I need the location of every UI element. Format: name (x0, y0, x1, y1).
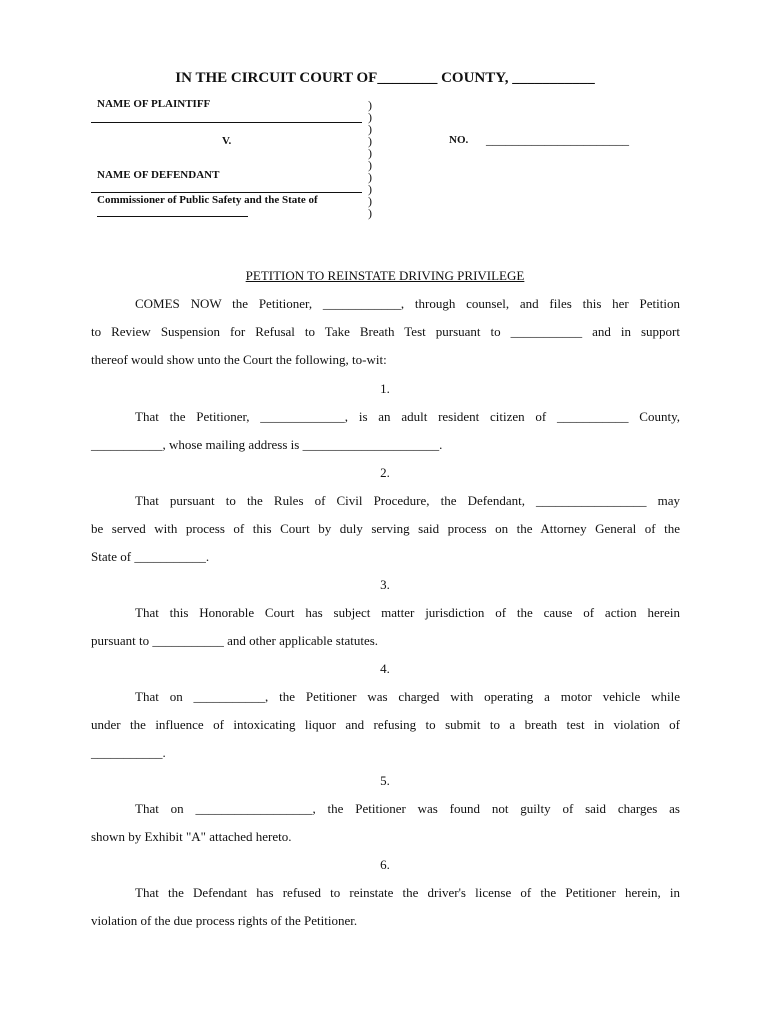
case-number-field: ______________________ (486, 132, 629, 147)
case-number-label: NO. (449, 134, 469, 146)
defendant-line (91, 192, 362, 193)
section-number: 6. (380, 857, 390, 872)
section-number: 4. (380, 661, 390, 676)
versus-label: V. (222, 135, 232, 147)
section-1-line-2: ___________, whose mailing address is _____________________. (91, 437, 443, 452)
section-3-line-1: That this Honorable Court has subject matter jurisdiction of the cause of action herein (135, 605, 680, 620)
section-number: 5. (380, 773, 390, 788)
section-4-line-1: That on ___________, the Petitioner was charged with operating a motor vehicle while (135, 689, 680, 704)
section-5-line-2: shown by Exhibit "A" attached hereto. (91, 829, 292, 844)
section-4-line-2: under the influence of intoxicating liquor and refusing to submit to a breath test in violation of (91, 717, 680, 732)
section-4-line-3: ___________. (91, 745, 166, 760)
section-number: 2. (380, 465, 390, 480)
intro-line-3: thereof would show unto the Court the following, to-wit: (91, 352, 387, 367)
petition-title: PETITION TO REINSTATE DRIVING PRIVILEGE (245, 268, 525, 283)
intro-line-1: COMES NOW the Petitioner, ____________, through counsel, and files this her Petition (135, 296, 680, 311)
section-1-line-1: That the Petitioner, _____________, is an adult resident citizen of ___________ County, (135, 409, 680, 424)
caption-bracket: ) ) ) ) ) ) ) ) ) ) (368, 98, 372, 220)
court-heading: IN THE CIRCUIT COURT OF________ COUNTY, ___________ (175, 70, 595, 86)
section-number: 3. (380, 577, 390, 592)
defendant-label: NAME OF DEFENDANT (97, 169, 220, 181)
section-number: 1. (380, 381, 390, 396)
section-3-line-2: pursuant to ___________ and other applicable statutes. (91, 633, 379, 648)
plaintiff-label: NAME OF PLAINTIFF (97, 98, 211, 110)
section-2-line-3: State of ___________. (91, 549, 210, 564)
section-5-line-1: That on __________________, the Petitioner was found not guilty of said charges as (135, 801, 680, 816)
section-2-line-1: That pursuant to the Rules of Civil Procedure, the Defendant, _________________ may (135, 493, 680, 508)
section-6-line-1: That the Defendant has refused to reinstate the driver's license of the Petitioner herein, in (135, 885, 680, 900)
intro-line-2: to Review Suspension for Refusal to Take Breath Test pursuant to ___________ and in support (91, 324, 680, 339)
section-2-line-2: be served with process of this Court by duly serving said process on the Attorney General of the (91, 521, 680, 536)
section-6-line-2: violation of the due process rights of the Petitioner. (91, 913, 358, 928)
plaintiff-signature-line (91, 122, 362, 123)
defendant-state-line (97, 216, 248, 217)
defendant-names: Commissioner of Public Safety and the State of (97, 194, 318, 206)
